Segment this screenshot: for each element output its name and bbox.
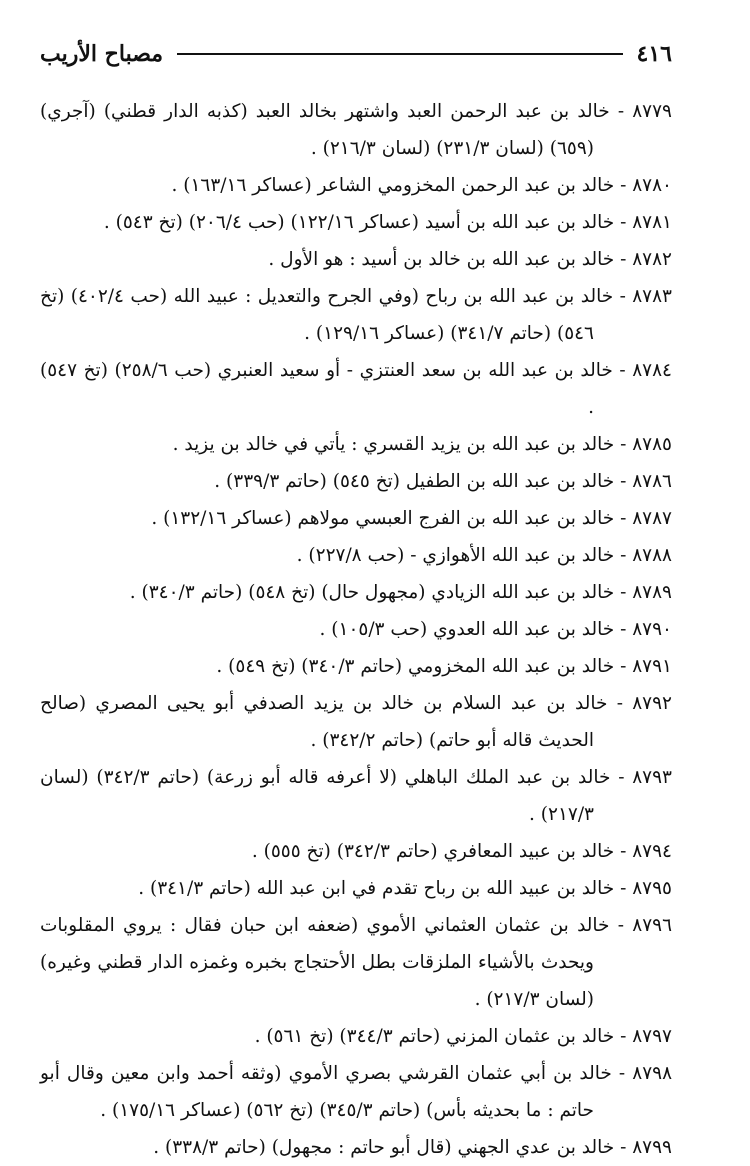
entry-text: خالد بن عبد الله الأهوازي - (حب ٢٢٧/٨) . — [296, 545, 615, 566]
entry: ٨٧٨٦ - خالد بن عبد الله بن الطفيل (تخ ٥٤٥) (حاتم ٣٣٩/٣) . — [214, 471, 672, 492]
entry: ٨٧٧٩ - خالد بن عبد الرحمن العبد واشتهر بخالد العبد (كذبه الدار قطني) (آجري) (٦٥٩) (لسان ٢٣١/٣) (لسان ٢١٦/٣) . — [40, 101, 672, 159]
entry: ٨٧٩٣ - خالد بن عبد الملك الباهلي (لا أعرفه قاله أبو زرعة) (حاتم ٣٤٢/٣) (لسان ٢١٧/٣) . — [40, 767, 672, 825]
header-rule — [177, 53, 622, 55]
entry-number: ٨٧٨٩ — [632, 582, 672, 603]
entry-text: خالد بن عبد الملك الباهلي (لا أعرفه قاله أبو زرعة) (حاتم ٣٤٢/٣) (لسان ٢١٧/٣) . — [40, 767, 611, 825]
entry-number: ٨٧٩٨ — [632, 1063, 673, 1084]
entry-text: خالد بن عبد الله بن سعد العنتزي - أو سعيد العنبري (حب ٢٥٨/٦) (تخ ٥٤٧) . — [40, 360, 613, 418]
entry: ٨٧٨٣ - خالد بن عبد الله بن رباح (وفي الجرح والتعديل : عبيد الله (حب ٤٠٢/٤) (تخ ٥٤٦) (حاتم ٣٤١/٧) (عساكر ١٢٩/١٦) . — [40, 286, 672, 344]
page-number: ٤١٦ — [636, 41, 672, 67]
entry-number: ٨٧٩٧ — [632, 1026, 672, 1047]
entry-number: ٨٧٨٣ — [632, 286, 672, 307]
entry-number: ٨٧٨٢ — [632, 249, 672, 270]
entry-number: ٨٧٨٠ — [632, 175, 672, 196]
entry-text: خالد بن عبد الله بن رباح (وفي الجرح والتعديل : عبيد الله (حب ٤٠٢/٤) (تخ ٥٤٦) (حاتم ٣٤١/٧) (عساكر ١٢٩/١٦) . — [40, 286, 614, 344]
entry: ٨٧٨٢ - خالد بن عبد الله بن خالد بن أسيد : هو الأول . — [268, 249, 672, 270]
entry: ٨٧٨٤ - خالد بن عبد الله بن سعد العنتزي - أو سعيد العنبري (حب ٢٥٨/٦) (تخ ٥٤٧) . — [40, 360, 672, 418]
entry: ٨٧٩٥ - خالد بن عبيد الله بن رباح تقدم في ابن عبد الله (حاتم ٣٤١/٣) . — [138, 878, 672, 899]
entry-text: خالد بن عثمان العثماني الأموي (ضعفه ابن حبان فقال : يروي المقلوبات ويحدث بالأشياء الملزقات بطل الأحتجاج بخبره وغمزه الدار قطني وغيره) (لسان ٢١٧/٣) . — [40, 915, 610, 1010]
entry-number: ٨٧٩٠ — [632, 619, 672, 640]
entry-text: خالد بن عبد الله بن أسيد (عساكر ١٢٢/١٦) (حب ٢٠٦/٤) (تخ ٥٤٣) . — [103, 212, 615, 233]
entry-number: ٨٧٨٤ — [632, 360, 672, 381]
running-title: مصباح الأريب — [40, 41, 164, 67]
entry: ٨٧٩٦ - خالد بن عثمان العثماني الأموي (ضعفه ابن حبان فقال : يروي المقلوبات ويحدث بالأشياء الملزقات بطل الأحتجاج بخبره وغمزه الدار قطني وغيره) (لسان ٢١٧/٣) . — [40, 915, 673, 1010]
entry: ٨٧٩٢ - خالد بن عبد السلام بن خالد بن يزيد الصدفي أبو يحيى المصري (صالح الحديث قاله أبو حاتم) (حاتم ٣٤٢/٢) . — [40, 693, 672, 751]
entry-text: خالد بن عبيد الله بن رباح تقدم في ابن عبد الله (حاتم ٣٤١/٣) . — [138, 878, 615, 899]
entry-number: ٨٧٩٤ — [632, 841, 672, 862]
entry: ٨٧٩٩ - خالد بن عدي الجهني (قال أبو حاتم : مجهول) (حاتم ٣٣٨/٣) . — [153, 1137, 672, 1158]
entry-number: ٨٧٩٦ — [632, 915, 673, 936]
entry-text: خالد بن عبد الرحمن العبد واشتهر بخالد العبد (كذبه الدار قطني) (آجري) (٦٥٩) (لسان ٢٣١/٣) (لسان ٢١٦/٣) . — [40, 101, 610, 159]
entry-number: ٨٧٩٢ — [632, 693, 672, 714]
entry-text: خالد بن عبد الله المخزومي (حاتم ٣٤٠/٣) (تخ ٥٤٩) . — [216, 656, 615, 677]
entry-number: ٨٧٨١ — [632, 212, 672, 233]
entry-list — [40, 93, 672, 1166]
entry: ٨٧٩١ - خالد بن عبد الله المخزومي (حاتم ٣٤٠/٣) (تخ ٥٤٩) . — [216, 656, 672, 677]
entry: ٨٧٨٥ - خالد بن عبد الله بن يزيد القسري : يأتي في خالد بن يزيد . — [172, 434, 672, 455]
entry: ٨٧٩٨ - خالد بن أبي عثمان القرشي بصري الأموي (وثقه أحمد وابن معين وقال أبو حاتم : ما بحديثه بأس) (حاتم ٣٤٥/٣) (تخ ٥٦٢) (عساكر ١٧٥/١٦) . — [40, 1063, 673, 1121]
entry-text: خالد بن عثمان المزني (حاتم ٣٤٤/٣) (تخ ٥٦١) . — [254, 1026, 615, 1047]
entry-text: خالد بن عدي الجهني (قال أبو حاتم : مجهول) (حاتم ٣٣٨/٣) . — [153, 1137, 615, 1158]
entry-number: ٨٧٩٩ — [632, 1137, 672, 1158]
entry-text: خالد بن عبد الله بن الفرج العبسي مولاهم (عساكر ١٣٢/١٦) . — [151, 508, 615, 529]
entry: ٨٧٨٩ - خالد بن عبد الله الزيادي (مجهول حال) (تخ ٥٤٨) (حاتم ٣٤٠/٣) . — [129, 582, 672, 603]
entry-text: خالد بن عبد الله بن خالد بن أسيد : هو الأول . — [268, 249, 615, 270]
entry-text: خالد بن عبد الله بن يزيد القسري : يأتي في خالد بن يزيد . — [172, 434, 615, 455]
entry-number: ٨٧٨٧ — [632, 508, 672, 529]
entry-number: ٨٧٧٩ — [632, 101, 672, 122]
entry: ٨٧٨٧ - خالد بن عبد الله بن الفرج العبسي مولاهم (عساكر ١٣٢/١٦) . — [151, 508, 672, 529]
entry-number: ٨٧٩٣ — [632, 767, 672, 788]
entry-text: خالد بن عبيد المعافري (حاتم ٣٤٢/٣) (تخ ٥٥٥) . — [251, 841, 615, 862]
entry-number: ٨٧٨٨ — [632, 545, 672, 566]
entry-text: خالد بن عبد الرحمن المخزومي الشاعر (عساكر ١٦٣/١٦) . — [171, 175, 615, 196]
entry-number: ٨٧٨٥ — [632, 434, 672, 455]
entry-number: ٨٧٩١ — [632, 656, 672, 677]
page-header — [40, 36, 672, 72]
entry: ٨٧٩٠ - خالد بن عبد الله العدوي (حب ١٠٥/٣) . — [319, 619, 672, 640]
entry-number: ٨٧٨٦ — [632, 471, 672, 492]
entry: ٨٧٩٧ - خالد بن عثمان المزني (حاتم ٣٤٤/٣) (تخ ٥٦١) . — [254, 1026, 672, 1047]
entry-text: خالد بن عبد الله العدوي (حب ١٠٥/٣) . — [319, 619, 615, 640]
entry-number: ٨٧٩٥ — [632, 878, 672, 899]
entry-text: خالد بن عبد الله الزيادي (مجهول حال) (تخ ٥٤٨) (حاتم ٣٤٠/٣) . — [129, 582, 615, 603]
entry: ٨٧٨١ - خالد بن عبد الله بن أسيد (عساكر ١٢٢/١٦) (حب ٢٠٦/٤) (تخ ٥٤٣) . — [103, 212, 672, 233]
entry-text: خالد بن عبد السلام بن خالد بن يزيد الصدفي أبو يحيى المصري (صالح الحديث قاله أبو حاتم) (حاتم ٣٤٢/٢) . — [40, 693, 608, 751]
entry: ٨٧٩٤ - خالد بن عبيد المعافري (حاتم ٣٤٢/٣) (تخ ٥٥٥) . — [251, 841, 672, 862]
entry: ٨٧٨٠ - خالد بن عبد الرحمن المخزومي الشاعر (عساكر ١٦٣/١٦) . — [171, 175, 672, 196]
entry: ٨٧٨٨ - خالد بن عبد الله الأهوازي - (حب ٢٢٧/٨) . — [296, 545, 672, 566]
entry-text: خالد بن أبي عثمان القرشي بصري الأموي (وثقه أحمد وابن معين وقال أبو حاتم : ما بحديثه بأس) (حاتم ٣٤٥/٣) (تخ ٥٦٢) (عساكر ١٧٥/١٦) . — [40, 1063, 612, 1121]
entry-text: خالد بن عبد الله بن الطفيل (تخ ٥٤٥) (حاتم ٣٣٩/٣) . — [214, 471, 615, 492]
